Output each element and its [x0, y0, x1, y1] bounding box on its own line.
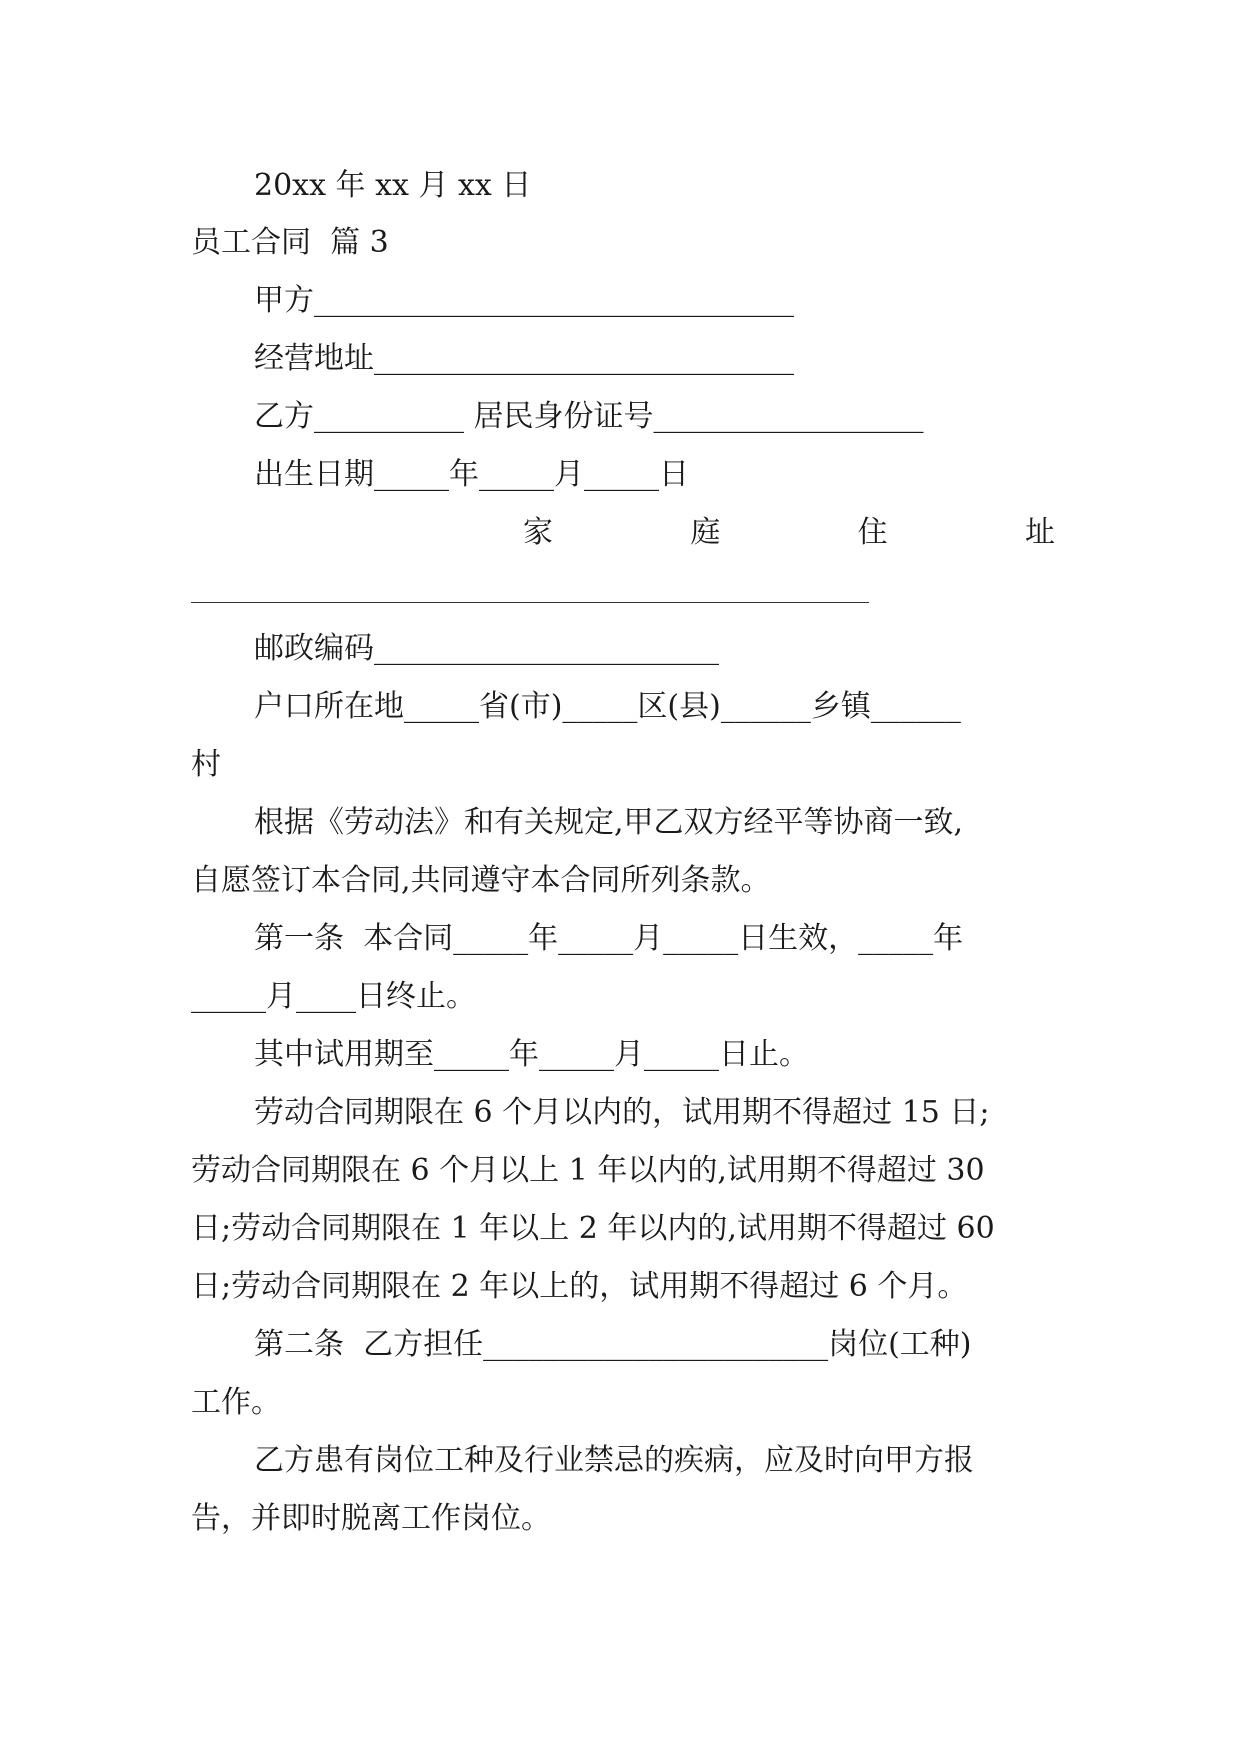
home-address-blank-line [191, 602, 869, 603]
contract-heading: 员工合同 篇 3 [191, 225, 389, 260]
preamble-line-1: 根据《劳动法》和有关规定,甲乙双方经平等协商一致, [254, 805, 964, 840]
home-address-char: 庭 [690, 515, 721, 550]
probation-rule-line-1: 劳动合同期限在 6 个月以内的，试用期不得超过 15 日; [254, 1095, 990, 1130]
birth-date-field: 出生日期_____年_____月_____日 [254, 457, 689, 492]
article-1-line-1: 第一条 本合同_____年_____月_____日生效，_____年 [254, 921, 964, 956]
article-1-line-2: _____月____日终止。 [191, 979, 476, 1014]
date-line: 20xx 年 xx 月 xx 日 [254, 168, 532, 203]
disease-clause-line-2: 告，并即时脱离工作岗位。 [191, 1501, 551, 1536]
probation-rule-line-3: 日;劳动合同期限在 1 年以上 2 年以内的,试用期不得超过 60 [191, 1211, 995, 1246]
home-address-char: 住 [857, 515, 888, 550]
party-b-field: 乙方__________ 居民身份证号__________________ [254, 399, 924, 434]
home-address-char: 家 [523, 515, 553, 550]
home-address-label [523, 513, 1055, 553]
article-2-line-2: 工作。 [191, 1385, 281, 1420]
postal-code-field: 邮政编码_______________________ [254, 631, 719, 666]
party-a-field: 甲方________________________________ [254, 283, 794, 318]
disease-clause-line-1: 乙方患有岗位工种及行业禁忌的疾病，应及时向甲方报 [254, 1443, 974, 1478]
probation-rule-line-2: 劳动合同期限在 6 个月以上 1 年以内的,试用期不得超过 30 [191, 1153, 985, 1188]
household-registration-field: 户口所在地_____省(市)_____区(县)______乡镇______ [254, 689, 961, 724]
probation-rule-line-4: 日;劳动合同期限在 2 年以上的，试用期不得超过 6 个月。 [191, 1269, 968, 1304]
home-address-char: 址 [1024, 515, 1055, 550]
business-address-field: 经营地址____________________________ [254, 341, 794, 376]
preamble-line-2: 自愿签订本合同,共同遵守本合同所列条款。 [191, 863, 771, 898]
household-registration-village: 村 [191, 747, 221, 782]
article-2-line-1: 第二条 乙方担任_______________________岗位(工种) [254, 1327, 972, 1362]
probation-line: 其中试用期至_____年_____月_____日止。 [254, 1037, 809, 1072]
